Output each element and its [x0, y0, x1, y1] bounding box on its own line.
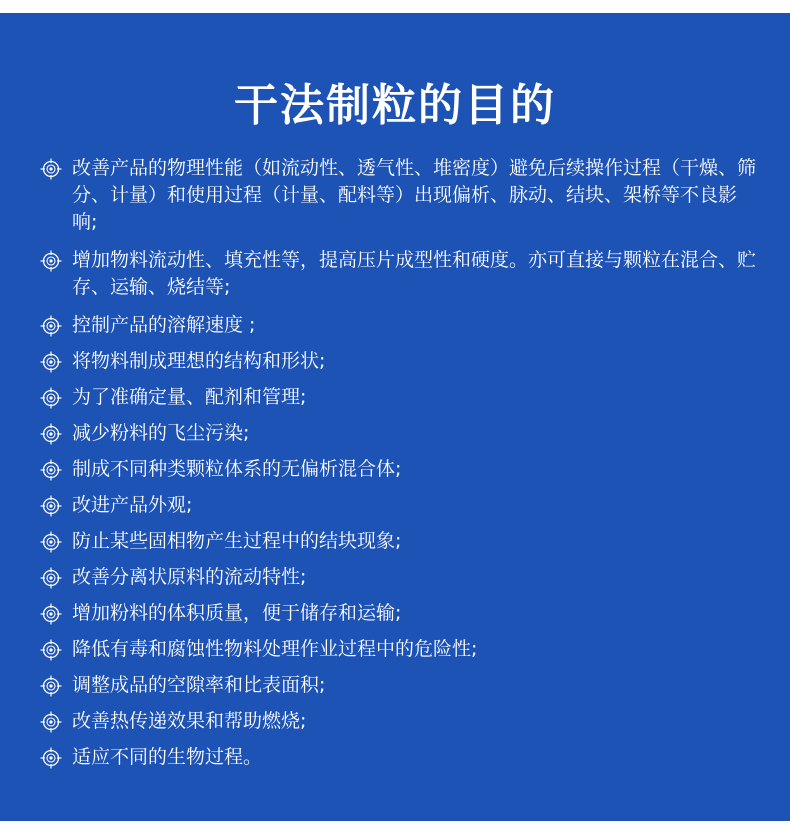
crosshair-bullet-icon	[40, 639, 62, 661]
list-item-text: 调整成品的空隙率和比表面积;	[72, 674, 326, 696]
crosshair-bullet-icon	[40, 387, 62, 409]
list-item	[40, 600, 760, 627]
crosshair-bullet-icon	[40, 567, 62, 589]
list-item-text: 制成不同种类颗粒体系的无偏析混合体;	[72, 458, 402, 480]
blue-panel	[0, 13, 790, 821]
crosshair-bullet-icon	[40, 495, 62, 517]
purpose-list	[40, 155, 760, 771]
list-item-text: 增加粉料的体积质量，便于储存和运输;	[72, 602, 402, 624]
list-item	[40, 672, 760, 699]
crosshair-bullet-icon	[40, 459, 62, 481]
crosshair-bullet-icon	[40, 315, 62, 337]
list-item-text: 将物料制成理想的结构和形状;	[72, 350, 326, 372]
crosshair-bullet-icon	[40, 747, 62, 769]
list-item	[40, 708, 760, 735]
list-item-text: 控制产品的溶解速度 ;	[72, 314, 256, 336]
list-item-text: 减少粉料的飞尘污染;	[72, 422, 250, 444]
crosshair-bullet-icon	[40, 423, 62, 445]
list-item	[40, 528, 760, 555]
list-item	[40, 492, 760, 519]
list-item	[40, 744, 760, 771]
list-item-text: 改进产品外观;	[72, 494, 193, 516]
crosshair-bullet-icon	[40, 158, 62, 180]
crosshair-bullet-icon	[40, 603, 62, 625]
list-item-text: 改善分离状原料的流动特性;	[72, 566, 307, 588]
list-item	[40, 384, 760, 411]
list-item-text: 增加物料流动性、填充性等，提高压片成型性和硬度。亦可直接与颗粒在混合、贮存、运输、烧结等;	[72, 249, 757, 298]
list-item	[40, 312, 760, 339]
list-item	[40, 247, 760, 301]
list-item	[40, 636, 760, 663]
list-item-text: 改善热传递效果和帮助燃烧;	[72, 710, 307, 732]
list-item	[40, 155, 760, 236]
crosshair-bullet-icon	[40, 675, 62, 697]
list-item-text: 防止某些固相物产生过程中的结块现象;	[72, 530, 402, 552]
list-item	[40, 348, 760, 375]
crosshair-bullet-icon	[40, 711, 62, 733]
list-item	[40, 420, 760, 447]
list-item-text: 降低有毒和腐蚀性物料处理作业过程中的危险性;	[72, 638, 478, 660]
page-title: 干法制粒的目的	[234, 80, 556, 131]
crosshair-bullet-icon	[40, 250, 62, 272]
list-item	[40, 564, 760, 591]
list-item-text: 适应不同的生物过程。	[72, 746, 263, 768]
crosshair-bullet-icon	[40, 531, 62, 553]
list-item	[40, 456, 760, 483]
crosshair-bullet-icon	[40, 351, 62, 373]
list-item-text: 为了准确定量、配剂和管理;	[72, 386, 307, 408]
list-item-text: 改善产品的物理性能（如流动性、透气性、堆密度）避免后续操作过程（干燥、筛分、计量）和使用过程（计量、配料等）出现偏析、脉动、结块、架桥等不良影响;	[72, 157, 757, 233]
